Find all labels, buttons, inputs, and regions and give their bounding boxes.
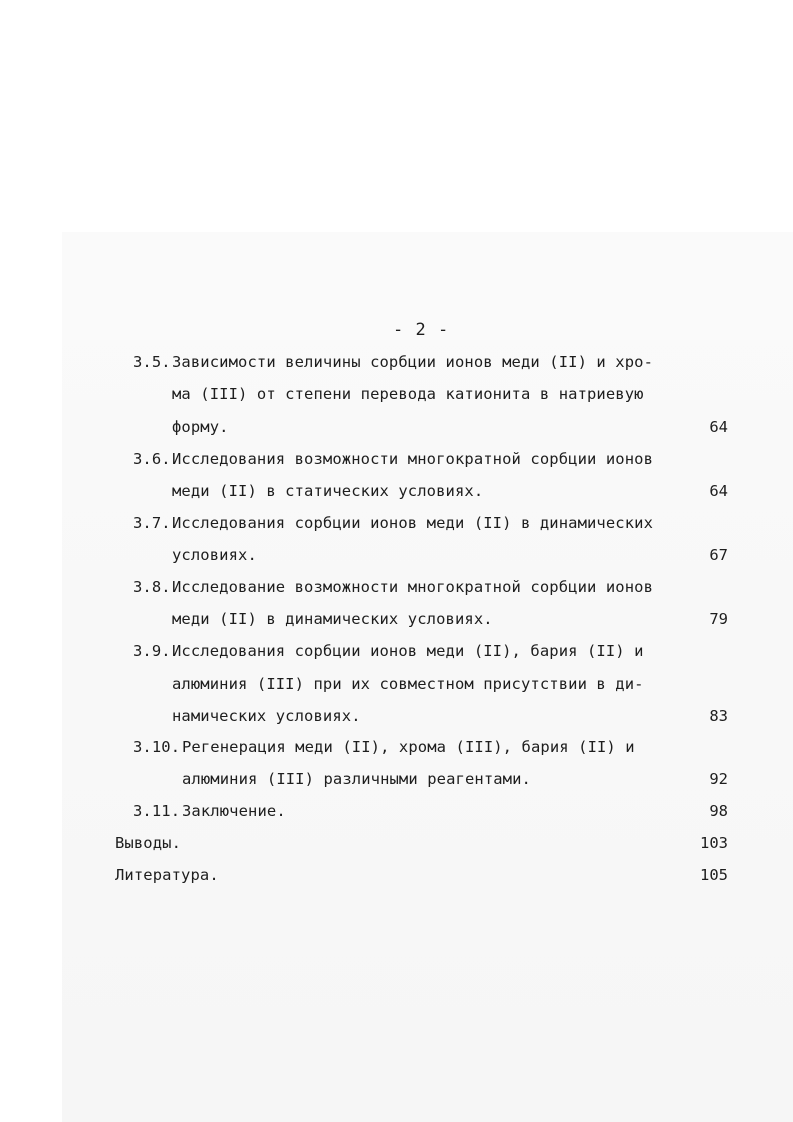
toc-entry-text: Исследования сорбции ионов меди (II), бария (II) и [172, 642, 644, 660]
toc-entry-text: меди (II) в динамических условиях. [172, 610, 493, 628]
toc-entry-number: 3.7. [133, 514, 171, 532]
toc-entry-text: ма (III) от степени перевода катионита в натриевую [172, 385, 644, 403]
toc-entry-text: Исследование возможности многократной сорбции ионов [172, 578, 654, 596]
toc-entry-page: 103 [700, 834, 728, 852]
toc-entry-text: алюминия (III) различными реагентами. [182, 770, 531, 788]
page-number: - 2 - [393, 320, 450, 340]
toc-entry-text: Регенерация меди (II), хрома (III), бария (II) и [182, 738, 635, 756]
toc-entry-number: 3.6. [133, 450, 171, 468]
toc-entry-page: 105 [700, 866, 728, 884]
toc-entry-page: 98 [709, 802, 728, 820]
toc-entry-page: 64 [709, 418, 728, 436]
toc-entry-text: Исследования возможности многократной сорбции ионов [172, 450, 654, 468]
toc-entry-number: 3.9. [133, 642, 171, 660]
toc-entry-text: условиях. [172, 546, 257, 564]
toc-entry-page: 64 [709, 482, 728, 500]
toc-entry-text: Выводы. [115, 834, 182, 852]
toc-entry-text: намических условиях. [172, 707, 361, 725]
toc-entry-page: 83 [709, 707, 728, 725]
toc-entry-page: 92 [709, 770, 728, 788]
toc-entry-page: 79 [709, 610, 728, 628]
toc-entry-text: алюминия (III) при их совместном присутствии в ди- [172, 675, 644, 693]
toc-entry-text: Зависимости величины сорбции ионов меди (II) и хро- [172, 353, 654, 371]
toc-entry-text: Исследования сорбции ионов меди (II) в динамических [172, 514, 654, 532]
toc-entry-page: 67 [709, 546, 728, 564]
toc-entry-text: Литература. [115, 866, 219, 884]
toc-entry-number: 3.5. [133, 353, 171, 371]
toc-entry-number: 3.11. [133, 802, 181, 820]
toc-entry-text: Заключение. [182, 802, 286, 820]
toc-entry-text: меди (II) в статических условиях. [172, 482, 484, 500]
toc-entry-number: 3.8. [133, 578, 171, 596]
toc-entry-text: форму. [172, 418, 229, 436]
toc-entry-number: 3.10. [133, 738, 181, 756]
